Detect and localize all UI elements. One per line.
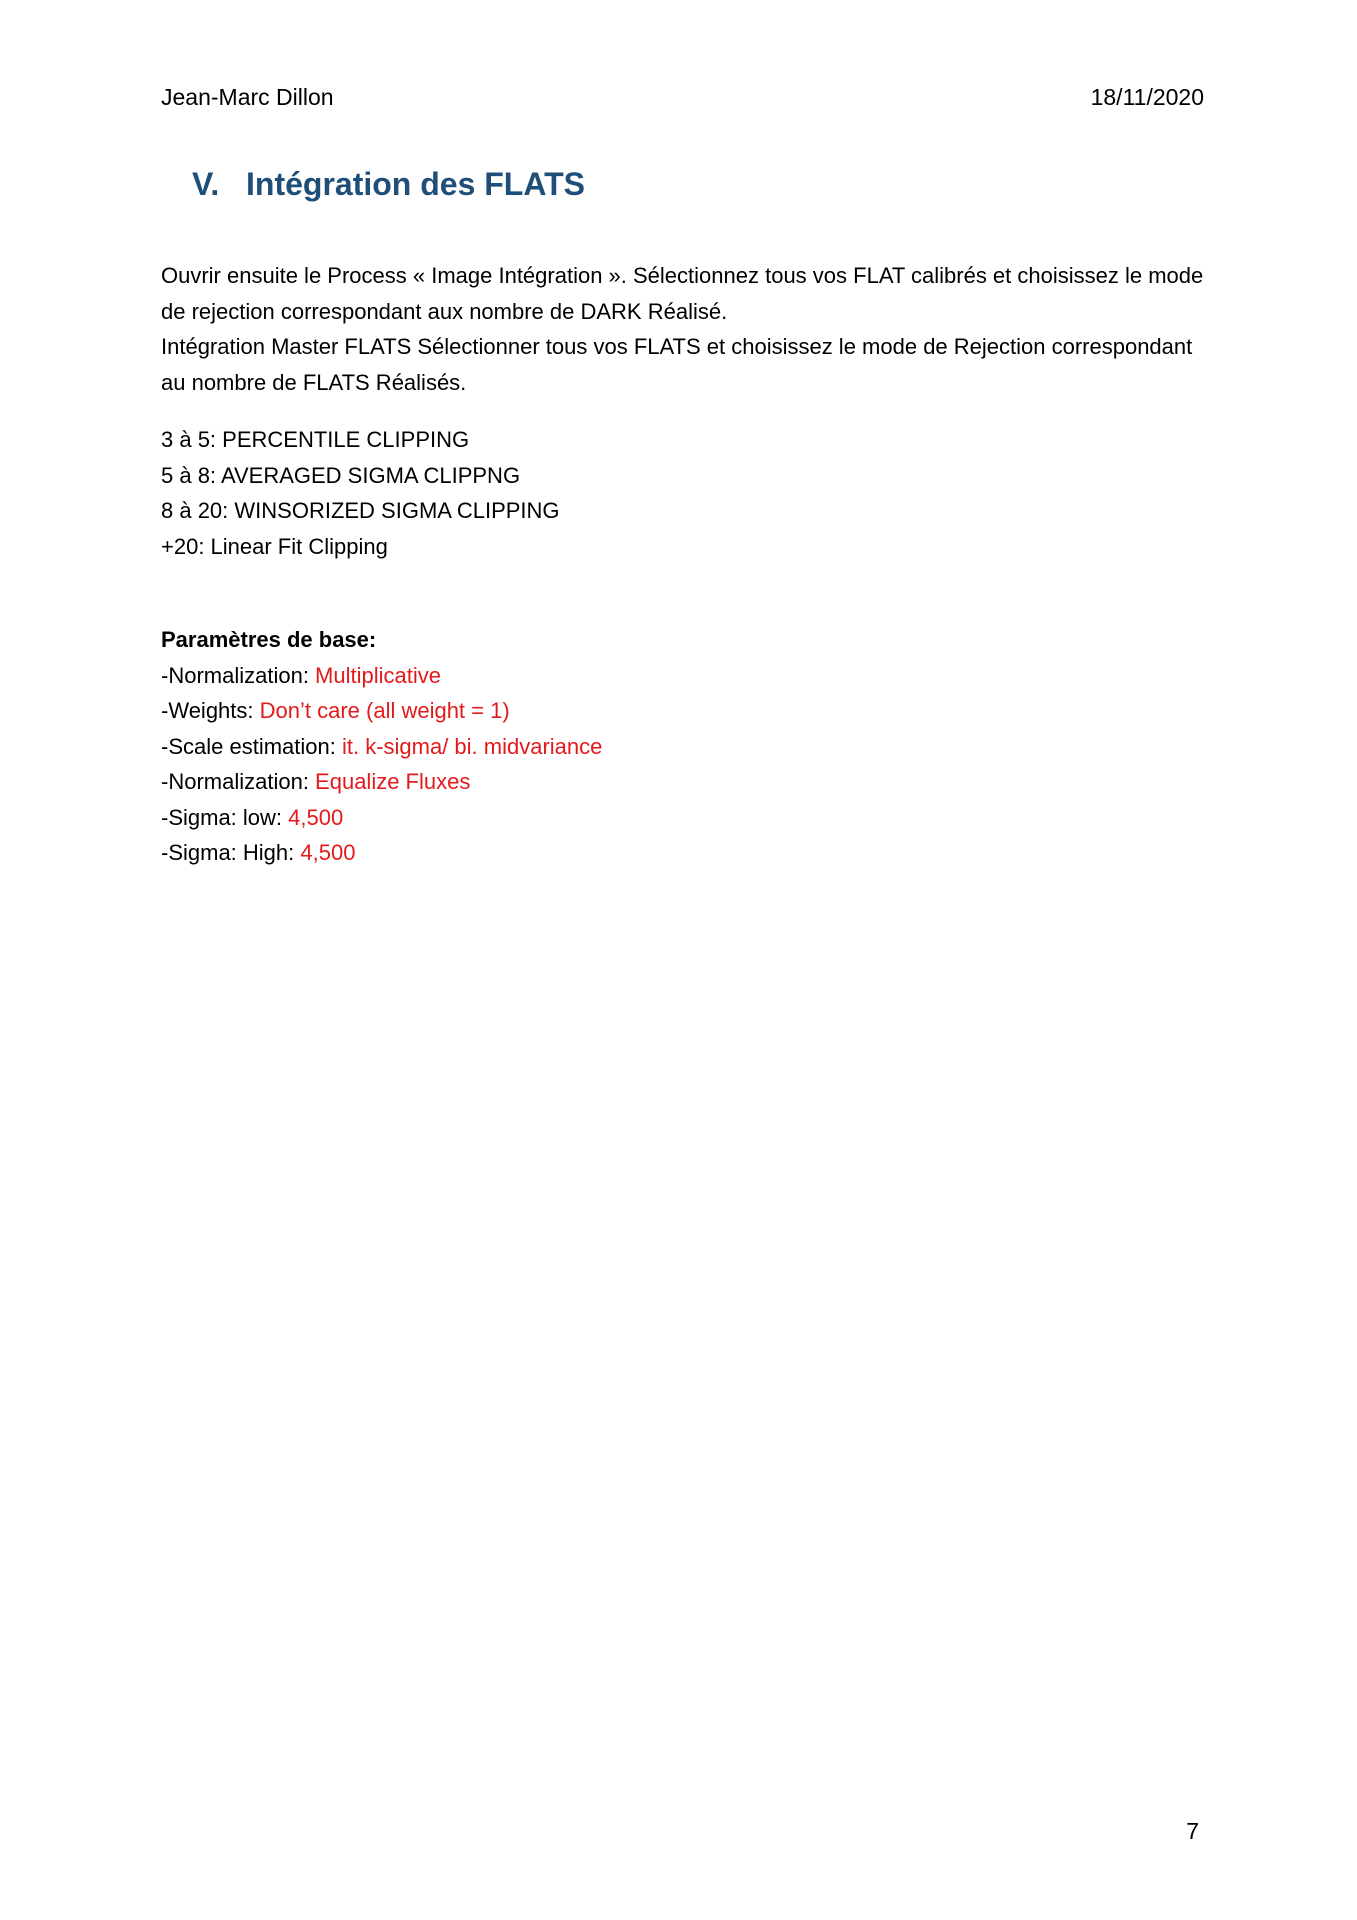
parameter-normalization — [161, 658, 1211, 694]
base-parameters-title: Paramètres de base: — [161, 627, 377, 652]
rejection-mode-item: +20: Linear Fit Clipping — [161, 533, 388, 559]
parameter-weights — [161, 693, 1211, 729]
rejection-mode-item: 8 à 20: WINSORIZED SIGMA CLIPPING — [161, 498, 560, 523]
parameter-label: -Normalization: — [161, 769, 316, 794]
parameter-value: 4,500 — [300, 840, 356, 865]
header-date: 18/11/2020 — [1090, 84, 1204, 110]
parameter-value: Multiplicative — [315, 662, 441, 688]
rejection-mode-item: 5 à 8: AVERAGED SIGMA CLIPPNG — [161, 462, 521, 488]
parameter-label: -Scale estimation: — [161, 733, 342, 759]
parameter-value: Equalize Fluxes — [315, 769, 471, 794]
parameter-value: it. k-sigma/ bi. midvariance — [341, 733, 603, 759]
parameter-sigma-low — [161, 800, 1211, 836]
base-parameters — [161, 622, 1211, 871]
intro-text — [161, 258, 1211, 400]
parameter-label: -Sigma: low: — [161, 804, 289, 830]
rejection-mode-item: 3 à 5: PERCENTILE CLIPPING — [161, 427, 470, 452]
parameter-label: -Normalization: — [161, 662, 316, 688]
header-author: Jean-Marc Dillon — [161, 84, 334, 110]
parameter-normalization-2 — [161, 764, 1211, 800]
parameter-sigma-high — [161, 835, 1211, 871]
parameter-label: -Sigma: High: — [161, 840, 301, 865]
page-number: 7 — [1186, 1818, 1199, 1844]
parameter-value: 4,500 — [288, 804, 344, 830]
intro-paragraph-1: Ouvrir ensuite le Process « Image Intégration ». Sélectionnez tous vos FLAT calibrés et choisissez le mode de rejection correspondant aux nombre de DARK Réalisé. — [161, 263, 1204, 324]
parameter-value: Don’t care (all weight = 1) — [259, 698, 510, 723]
rejection-modes-list — [161, 422, 1211, 564]
section-heading — [192, 164, 585, 204]
parameter-label: -Weights: — [161, 698, 260, 723]
intro-paragraph-2: Intégration Master FLATS Sélectionner tous vos FLATS et choisissez le mode de Rejection correspondant au nombre de FLATS Réalisés. — [161, 334, 1193, 395]
parameter-scale-estimation — [161, 729, 1211, 765]
section-title: Intégration des FLATS — [246, 166, 585, 202]
section-number: V. — [192, 166, 220, 202]
